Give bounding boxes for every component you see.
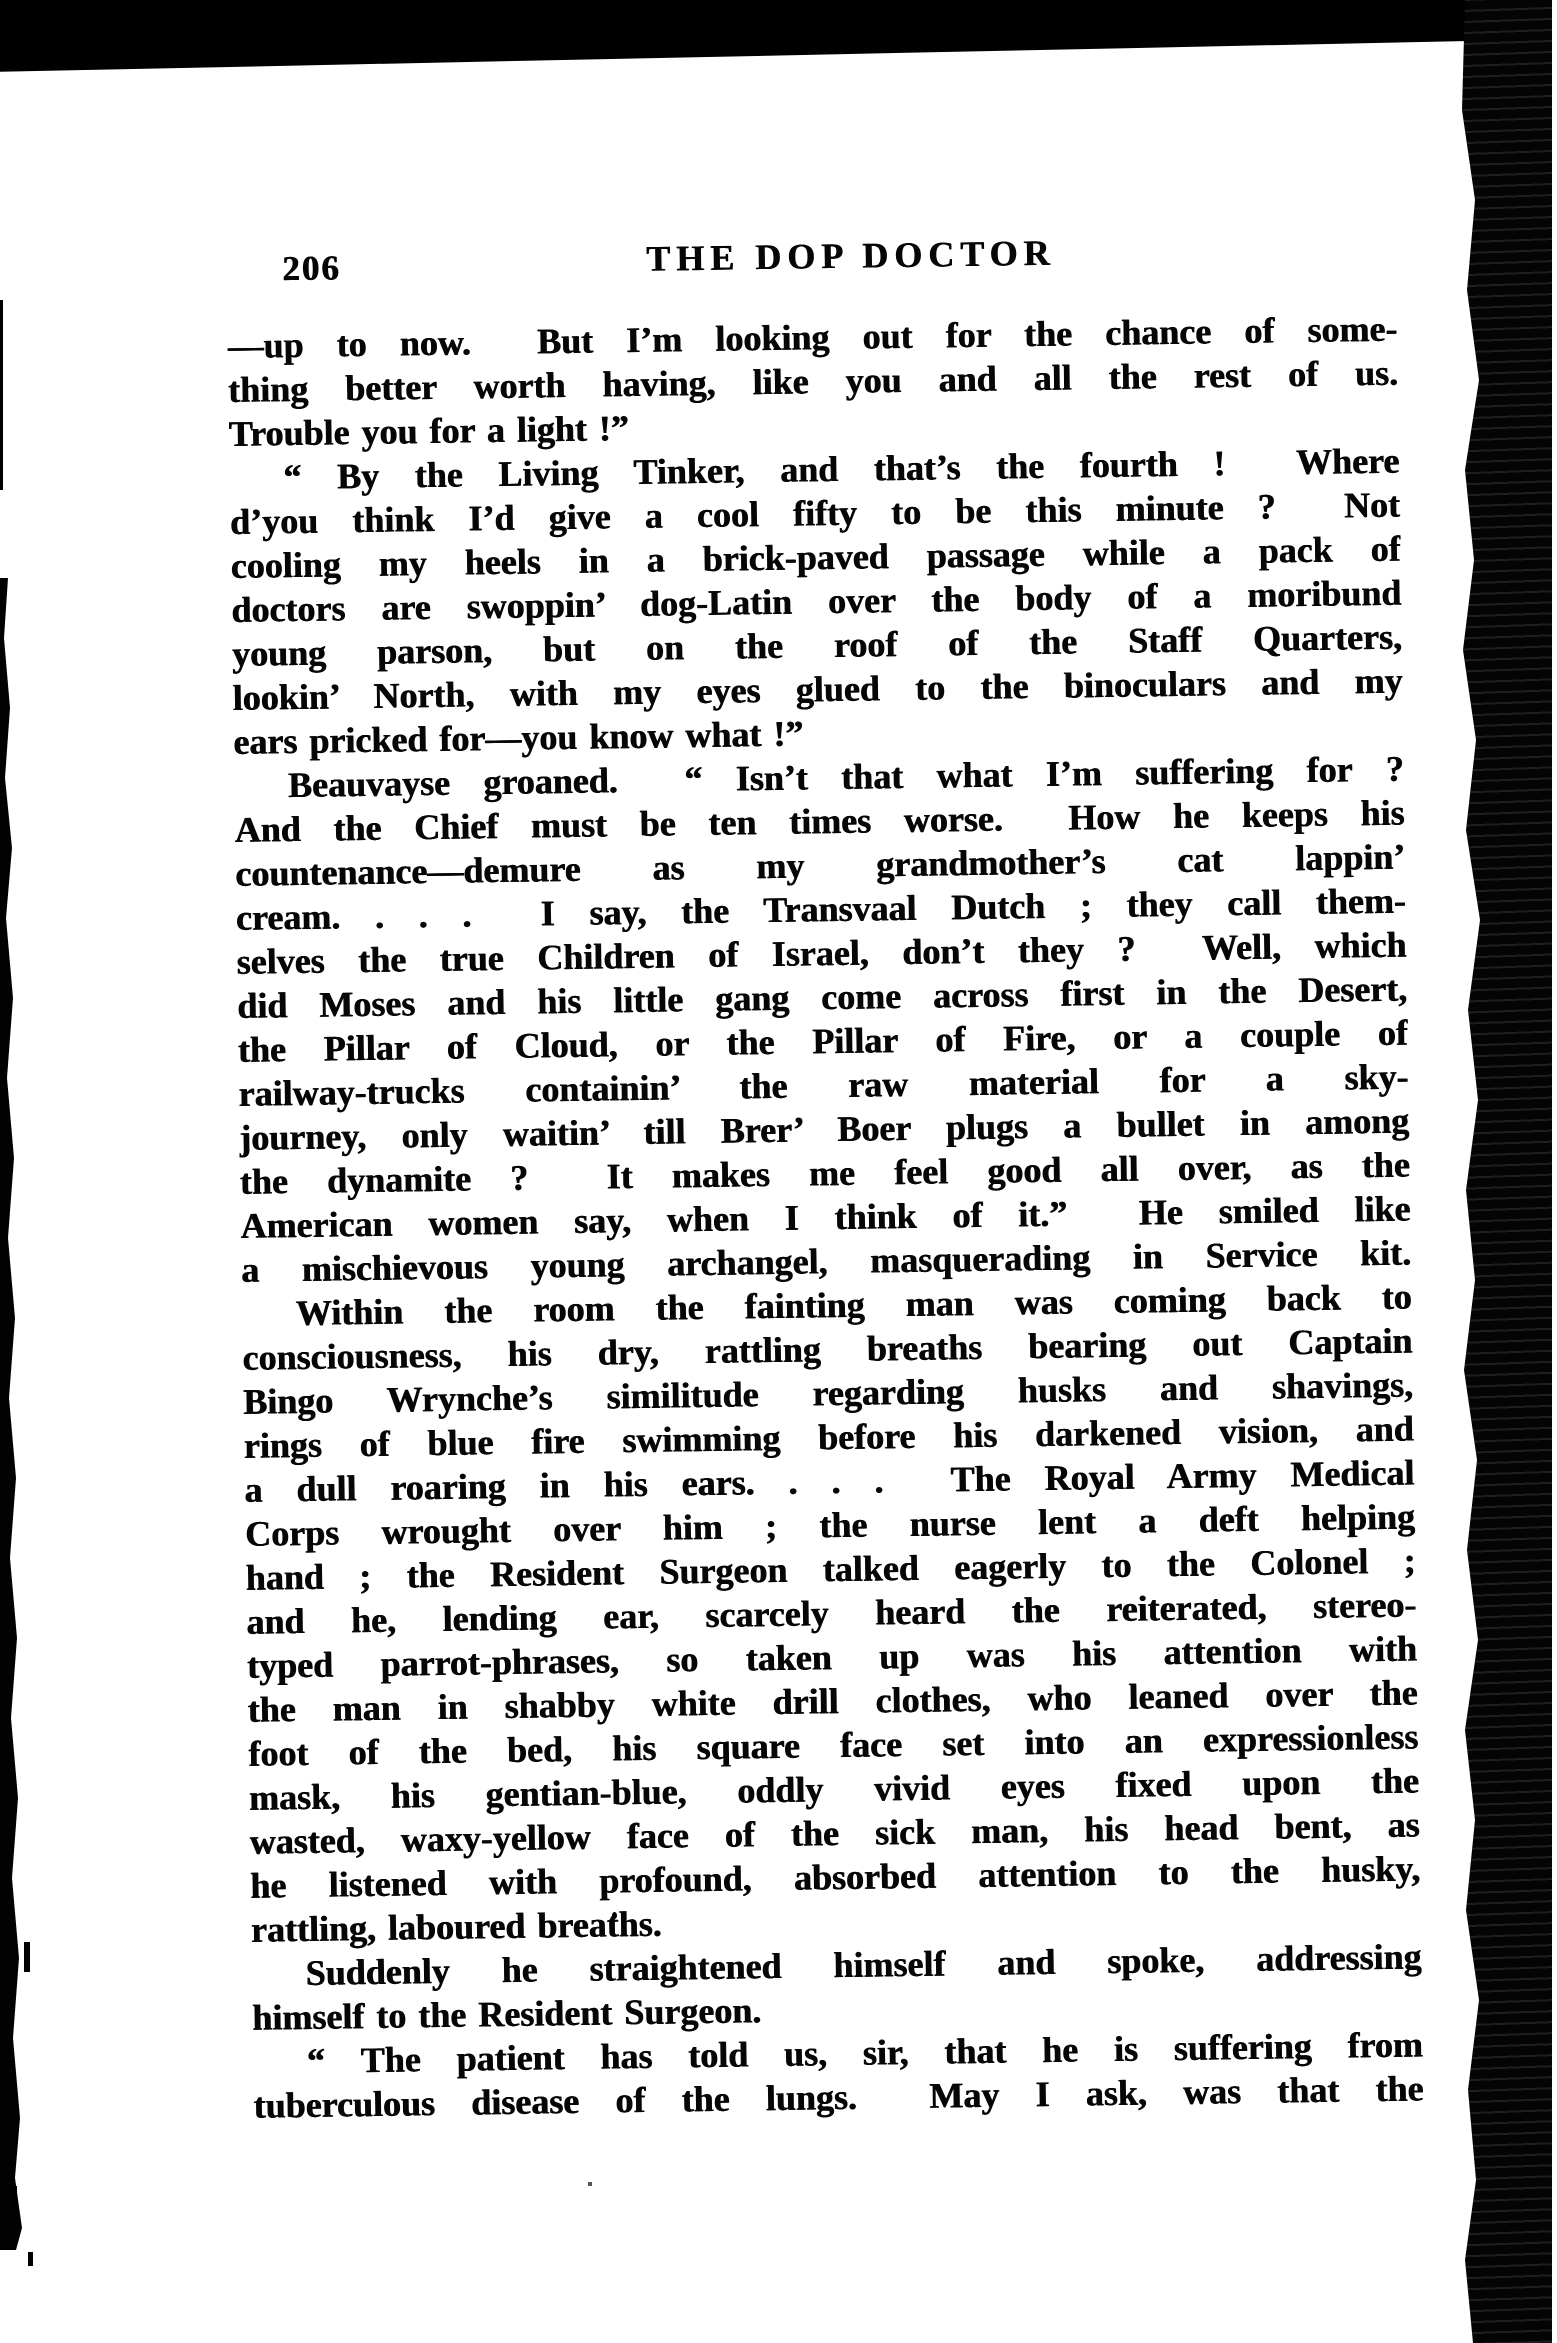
text-line: selves the true Children of Israel, don’t they ? Well, which (236, 924, 1407, 982)
scan-speck (24, 1942, 30, 1972)
text-line: Corps wrought over him ; the nurse lent a deft helping (244, 1496, 1416, 1554)
page-content (226, 223, 1424, 2128)
text-line: typed parrot-phrases, so taken up was his attention with (246, 1628, 1418, 1686)
scan-gutter-shadow-left (0, 578, 26, 2250)
running-title: THE DOP DOCTOR (646, 232, 1056, 279)
text-line: did Moses and his little gang come across first in the Desert, (237, 968, 1408, 1026)
text-line: rattling, laboured breaths. (250, 1903, 663, 1950)
text-line: Bingo Wrynche’s similitude regarding husks and shavings, (242, 1364, 1414, 1422)
text-line: young parson, but on the roof of the Staff Quarters, (231, 616, 1403, 674)
text-line: he listened with profound, absorbed attention to the husky, (250, 1848, 1421, 1906)
text-line: Beauvayse groaned. “ Isn’t that what I’m suffering for ? (287, 748, 1405, 806)
text-line: journey, only waitin’ till Brer’ Boer plugs a bullet in among (239, 1100, 1410, 1158)
text-line: mask, his gentian-blue, oddly vivid eyes fixed upon the (248, 1760, 1420, 1818)
scan-speck (0, 300, 3, 490)
text-line: the man in shabby white drill clothes, who leaned over the (247, 1672, 1418, 1730)
text-line: wasted, waxy-yellow face of the sick man, his head bent, as (249, 1804, 1420, 1862)
scan-speck (588, 2182, 592, 2186)
text-line: doctors are swoppin’ dog-Latin over the body of a moribund (231, 572, 1402, 630)
text-line: thing better worth having, like you and all the rest of us. (227, 352, 1399, 410)
text-line: hand ; the Resident Surgeon talked eagerly to the Colonel ; (245, 1540, 1417, 1598)
text-line: the Pillar of Cloud, or the Pillar of Fire, or a couple of (237, 1012, 1409, 1070)
page-number: 206 (282, 248, 342, 289)
scan-top-black-bar (0, 0, 1487, 72)
text-line: rings of blue fire swimming before his darkened vision, and (243, 1408, 1415, 1466)
text-line: d’you think I’d give a cool fifty to be this minute ? Not (229, 484, 1401, 542)
text-line: “ By the Living Tinker, and that’s the fourth ! Where (283, 440, 1400, 498)
text-line: railway-trucks containin’ the raw material for a sky- (238, 1056, 1409, 1114)
text-line: countenance—demure as my grandmother’s cat lappin’ (235, 836, 1406, 894)
text-line: lookin’ North, with my eyes glued to the binoculars and my (232, 660, 1403, 718)
text-line: Trouble you for a light !” (228, 408, 630, 454)
text-line: a dull roaring in his ears. . . . The Royal Army Medical (244, 1452, 1415, 1510)
book-page-edge-right (1435, 0, 1557, 2343)
text-line: the dynamite ? It makes me feel good all over, as the (239, 1144, 1411, 1202)
text-line: Suddenly he straightened himself and spoke, addressing (305, 1936, 1422, 1994)
text-line: foot of the bed, his square face set into an expressionless (248, 1716, 1419, 1774)
text-line: Within the room the fainting man was coming back to (295, 1276, 1413, 1334)
text-line: tuberculous disease of the lungs. May I ask, was that the (253, 2068, 1424, 2126)
text-line: and he, lending ear, scarcely heard the reiterated, stereo- (246, 1584, 1417, 1642)
scan-speck (10, 2186, 17, 2208)
text-block (227, 307, 1424, 2128)
text-line: cream. . . . I say, the Transvaal Dutch ; they call them- (235, 880, 1407, 938)
text-line: cooling my heels in a brick-paved passage while a pack of (230, 528, 1402, 586)
scan-speck (28, 2252, 33, 2266)
text-line: a mischievous young archangel, masquerading in Service kit. (240, 1232, 1412, 1290)
text-line: consciousness, his dry, rattling breaths bearing out Captain (242, 1320, 1413, 1378)
text-line: himself to the Resident Surgeon. (252, 1990, 762, 2038)
text-line: —up to now. But I’m looking out for the chance of some- (227, 308, 1398, 366)
text-line: ears pricked for—you know what !” (233, 713, 804, 762)
page-header (226, 223, 1397, 298)
text-line: American women say, when I think of it.” He smiled like (240, 1188, 1411, 1246)
text-line: And the Chief must be ten times worse. How he keeps his (234, 792, 1405, 850)
text-line: “ The patient has told us, sir, that he is suffering from (306, 2024, 1424, 2081)
